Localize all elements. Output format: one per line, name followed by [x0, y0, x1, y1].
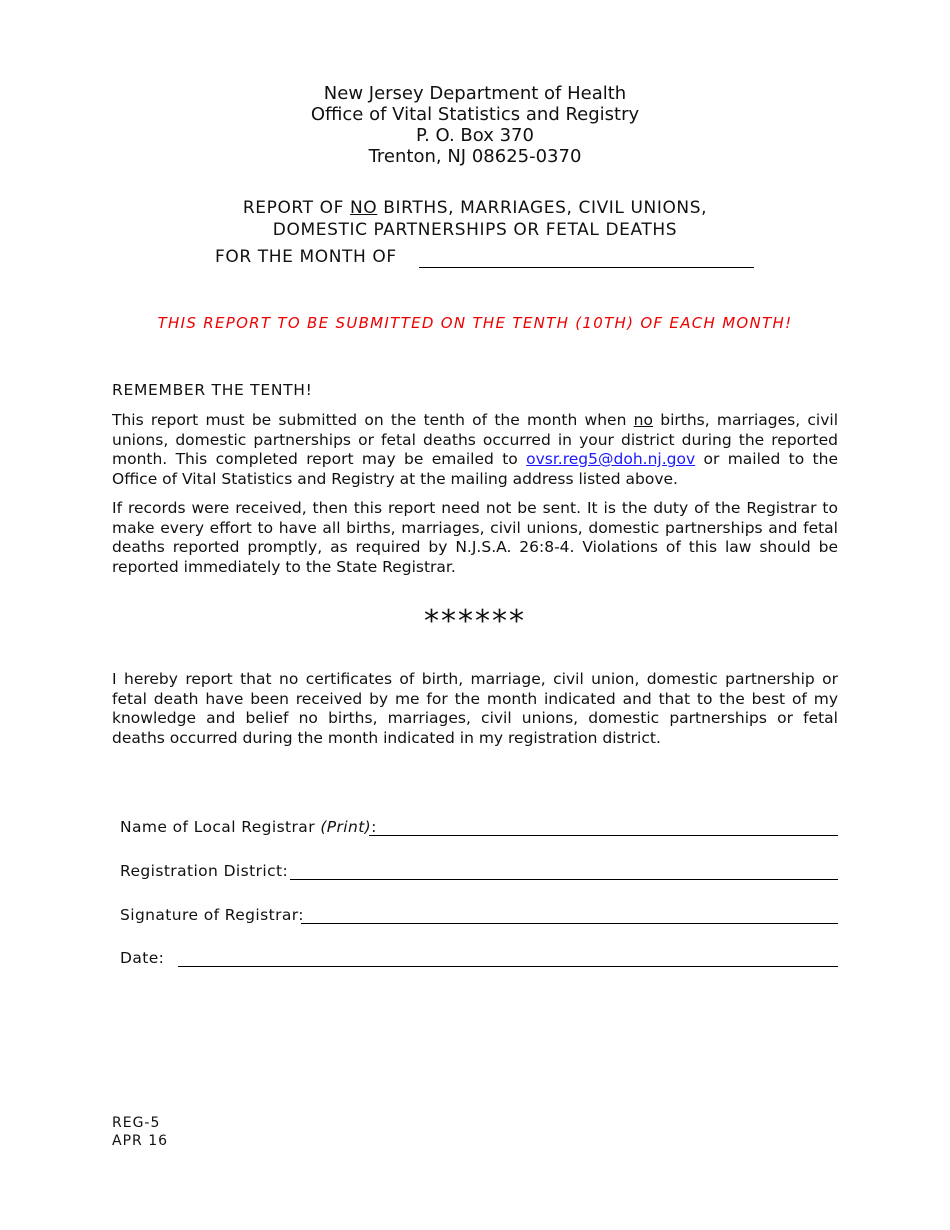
registrar-name-field: [120, 818, 838, 840]
signature-input-line[interactable]: [301, 923, 838, 924]
signature-field: [120, 906, 838, 928]
form-revision: APR 16: [112, 1133, 169, 1149]
report-title-line1: REPORT OF NO BIRTHS, MARRIAGES, CIVIL UNIONS,: [242, 198, 708, 218]
agency-name: New Jersey Department of Health: [323, 83, 627, 104]
registrar-name-label: Name of Local Registrar (Print):: [120, 818, 377, 836]
report-title: [0, 197, 950, 241]
section-separator: ******: [424, 604, 526, 639]
form-footer: [112, 1114, 168, 1150]
deadline-notice: THIS REPORT TO BE SUBMITTED ON THE TENTH (10TH) OF EACH MONTH!: [157, 314, 793, 332]
no-emphasis: NO: [349, 198, 378, 218]
duty-paragraph: If records were received, then this report need not be sent. It is the duty of the Registrar to make every effort to have all births, marriages, civil unions, domestic partnerships and fetal deaths reported promptly, as required by N.J.S.A. 26:8-4. Violations of this law should be reported immediately to the State Registrar.: [112, 499, 838, 576]
instructions-paragraph: This report must be submitted on the tenth of the month when no births, marriages, civil unions, domestic partnerships or fetal deaths occurred in your district during the reported month. This completed report may be emailed to ovsr.reg5@doh.nj.gov or mailed to the Office of Vital Statistics and Registry at the mailing address listed above.: [112, 411, 838, 488]
email-link[interactable]: ovsr.reg5@doh.nj.gov: [526, 450, 696, 468]
registrar-name-input-line[interactable]: [369, 835, 838, 836]
registration-district-field: [120, 862, 838, 884]
city-zip: Trenton, NJ 08625-0370: [368, 146, 582, 167]
no-emphasis-inline: no: [633, 411, 653, 429]
form-id: REG-5: [112, 1115, 161, 1131]
remember-heading: REMEMBER THE TENTH!: [112, 381, 313, 399]
date-field: [120, 949, 838, 971]
registration-district-label: Registration District:: [120, 862, 289, 880]
office-name: Office of Vital Statistics and Registry: [310, 104, 640, 125]
signature-label: Signature of Registrar:: [120, 906, 304, 924]
certification-paragraph: I hereby report that no certificates of birth, marriage, civil union, domestic partnership or fetal death have been received by me for the month indicated and that to the best of my knowledge and belief no births, marriages, civil unions, domestic partnerships or fetal deaths occurred during the month indicated in my registration district.: [112, 670, 838, 747]
month-label: FOR THE MONTH OF: [215, 247, 397, 267]
agency-header: [0, 83, 950, 167]
report-title-line2: DOMESTIC PARTNERSHIPS OR FETAL DEATHS: [272, 220, 678, 240]
date-label: Date:: [120, 949, 165, 967]
registration-district-input-line[interactable]: [290, 879, 838, 880]
po-box: P. O. Box 370: [416, 125, 534, 146]
date-input-line[interactable]: [178, 966, 838, 967]
month-input-line[interactable]: [419, 267, 754, 268]
